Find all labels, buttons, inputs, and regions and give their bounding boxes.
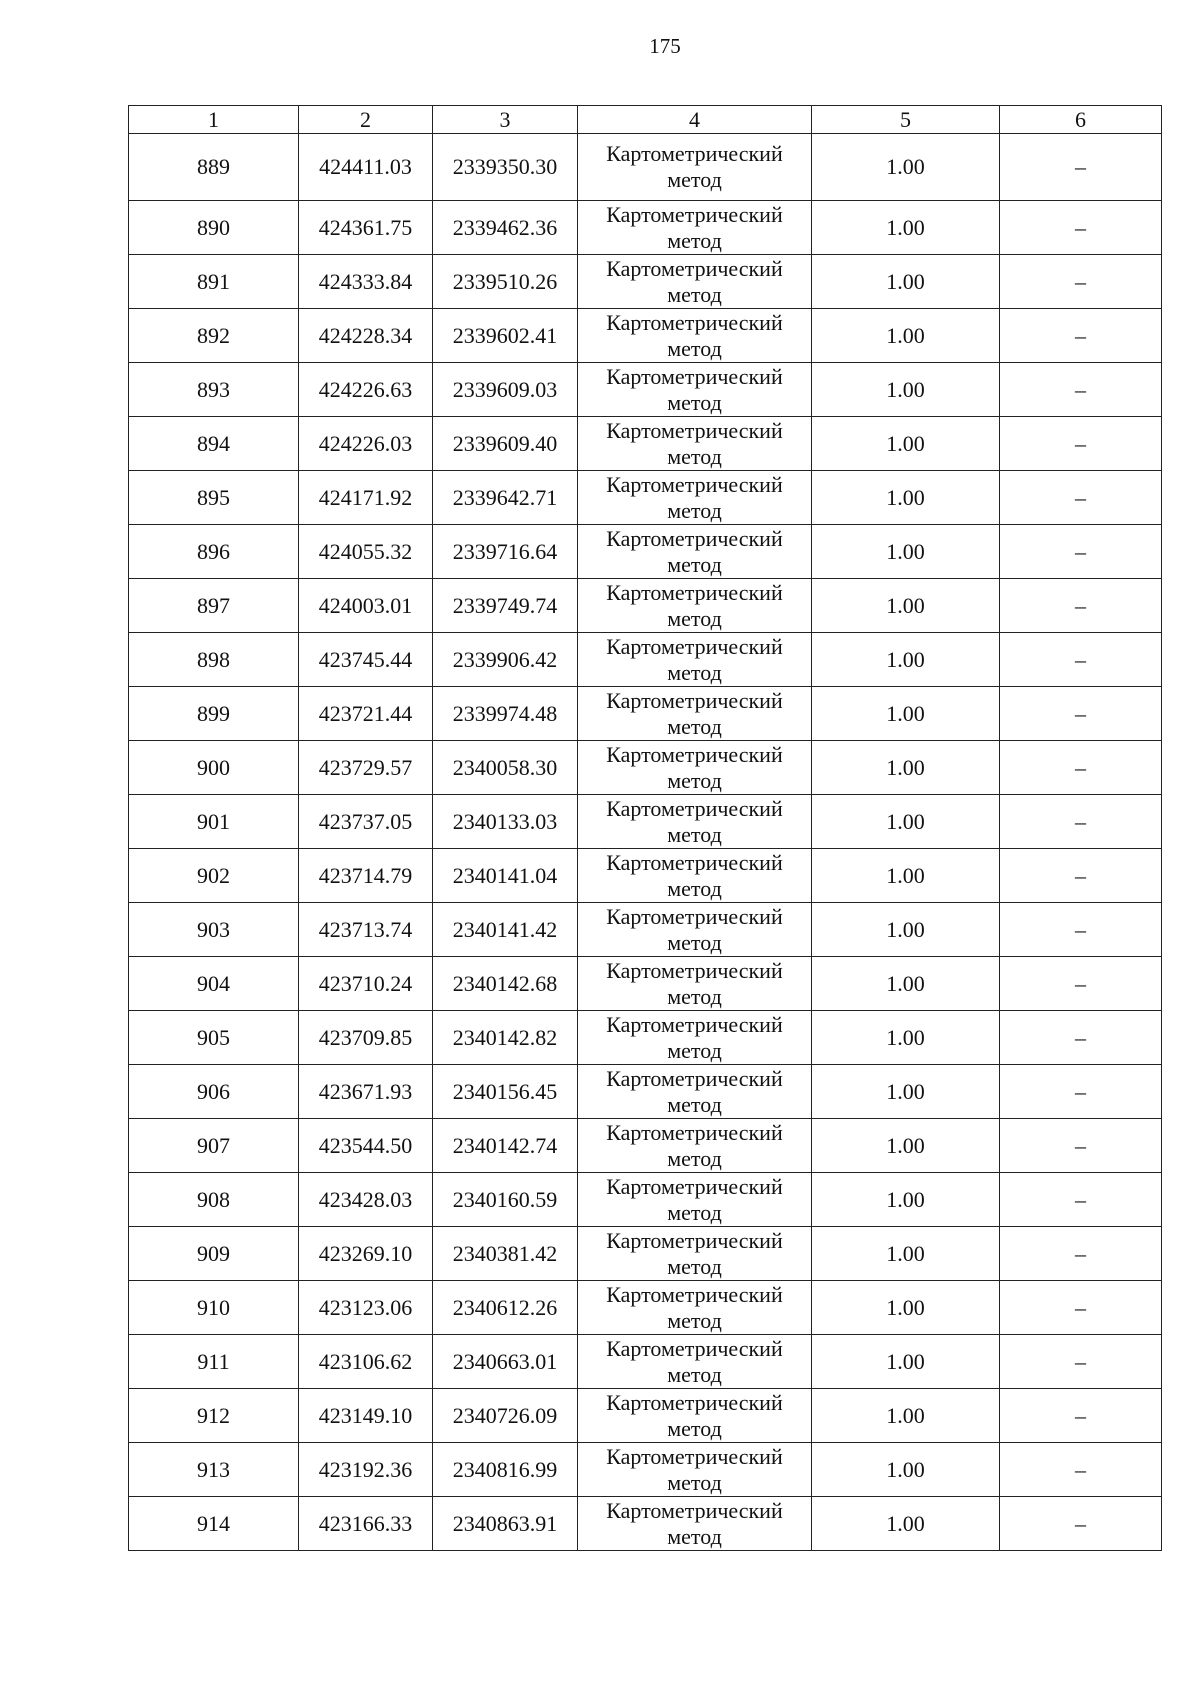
point-number-cell: 904	[129, 957, 299, 1011]
x-coordinate-cell: 424226.63	[299, 363, 433, 417]
y-coordinate-cell: 2339602.41	[433, 309, 578, 363]
x-coordinate-cell: 424055.32	[299, 525, 433, 579]
y-coordinate-cell: 2340863.91	[433, 1497, 578, 1551]
method-cell	[578, 1173, 812, 1227]
y-coordinate-cell: 2340058.30	[433, 741, 578, 795]
table-row	[129, 687, 1162, 741]
method-line-1: Картометрический	[606, 1227, 783, 1253]
method-cell	[578, 687, 812, 741]
x-coordinate-cell: 423544.50	[299, 1119, 433, 1173]
table-row	[129, 1227, 1162, 1281]
table-row	[129, 309, 1162, 363]
table-row	[129, 849, 1162, 903]
note-cell: –	[1000, 363, 1162, 417]
method-line-2: метод	[667, 1253, 722, 1279]
y-coordinate-cell: 2339716.64	[433, 525, 578, 579]
method-line-2: метод	[667, 1469, 722, 1495]
coordinates-table	[128, 105, 1162, 1551]
x-coordinate-cell: 423745.44	[299, 633, 433, 687]
method-cell	[578, 417, 812, 471]
y-coordinate-cell: 2340142.74	[433, 1119, 578, 1173]
accuracy-cell: 1.00	[812, 633, 1000, 687]
point-number-cell: 906	[129, 1065, 299, 1119]
method-cell	[578, 1227, 812, 1281]
accuracy-cell: 1.00	[812, 1335, 1000, 1389]
method-line-2: метод	[667, 389, 722, 415]
y-coordinate-cell: 2340133.03	[433, 795, 578, 849]
note-cell: –	[1000, 1497, 1162, 1551]
method-line-2: метод	[667, 1523, 722, 1549]
note-cell: –	[1000, 957, 1162, 1011]
y-coordinate-cell: 2340142.82	[433, 1011, 578, 1065]
point-number-cell: 901	[129, 795, 299, 849]
table-header	[129, 106, 1162, 134]
table-row	[129, 1281, 1162, 1335]
y-coordinate-cell: 2339974.48	[433, 687, 578, 741]
note-cell: –	[1000, 1173, 1162, 1227]
accuracy-cell: 1.00	[812, 849, 1000, 903]
method-line-1: Картометрический	[606, 1173, 783, 1199]
table-row	[129, 1335, 1162, 1389]
method-cell	[578, 633, 812, 687]
method-line-2: метод	[667, 605, 722, 631]
table-row	[129, 1443, 1162, 1497]
coordinates-table-container	[128, 105, 1161, 1551]
x-coordinate-cell: 423192.36	[299, 1443, 433, 1497]
method-line-1: Картометрический	[606, 1389, 783, 1415]
table-row	[129, 903, 1162, 957]
method-line-1: Картометрический	[606, 525, 783, 551]
note-cell: –	[1000, 1119, 1162, 1173]
column-header-4: 4	[578, 106, 812, 134]
method-line-1: Картометрический	[606, 1497, 783, 1523]
table-row	[129, 201, 1162, 255]
point-number-cell: 911	[129, 1335, 299, 1389]
accuracy-cell: 1.00	[812, 525, 1000, 579]
method-cell	[578, 1443, 812, 1497]
y-coordinate-cell: 2340612.26	[433, 1281, 578, 1335]
method-cell	[578, 741, 812, 795]
header-row	[129, 106, 1162, 134]
method-line-1: Картометрический	[606, 1011, 783, 1037]
method-line-2: метод	[667, 1037, 722, 1063]
method-line-2: метод	[667, 1415, 722, 1441]
x-coordinate-cell: 423166.33	[299, 1497, 433, 1551]
accuracy-cell: 1.00	[812, 741, 1000, 795]
y-coordinate-cell: 2340381.42	[433, 1227, 578, 1281]
note-cell: –	[1000, 849, 1162, 903]
point-number-cell: 912	[129, 1389, 299, 1443]
point-number-cell: 905	[129, 1011, 299, 1065]
table-row	[129, 1497, 1162, 1551]
method-line-2: метод	[667, 1145, 722, 1171]
point-number-cell: 900	[129, 741, 299, 795]
table-row	[129, 957, 1162, 1011]
column-header-1: 1	[129, 106, 299, 134]
x-coordinate-cell: 423106.62	[299, 1335, 433, 1389]
note-cell: –	[1000, 687, 1162, 741]
point-number-cell: 894	[129, 417, 299, 471]
x-coordinate-cell: 424228.34	[299, 309, 433, 363]
method-cell	[578, 471, 812, 525]
method-cell	[578, 134, 812, 201]
method-cell	[578, 363, 812, 417]
column-header-6: 6	[1000, 106, 1162, 134]
method-line-1: Картометрический	[606, 1065, 783, 1091]
y-coordinate-cell: 2340816.99	[433, 1443, 578, 1497]
method-line-2: метод	[667, 659, 722, 685]
method-line-1: Картометрический	[606, 903, 783, 929]
y-coordinate-cell: 2340156.45	[433, 1065, 578, 1119]
point-number-cell: 892	[129, 309, 299, 363]
note-cell: –	[1000, 201, 1162, 255]
table-row	[129, 134, 1162, 201]
table-row	[129, 1065, 1162, 1119]
x-coordinate-cell: 423428.03	[299, 1173, 433, 1227]
method-line-2: метод	[667, 1091, 722, 1117]
note-cell: –	[1000, 1227, 1162, 1281]
note-cell: –	[1000, 795, 1162, 849]
method-line-1: Картометрический	[606, 363, 783, 389]
method-cell	[578, 309, 812, 363]
method-line-1: Картометрический	[606, 471, 783, 497]
method-line-2: метод	[667, 443, 722, 469]
y-coordinate-cell: 2339749.74	[433, 579, 578, 633]
x-coordinate-cell: 424003.01	[299, 579, 433, 633]
accuracy-cell: 1.00	[812, 687, 1000, 741]
note-cell: –	[1000, 1443, 1162, 1497]
point-number-cell: 902	[129, 849, 299, 903]
note-cell: –	[1000, 1335, 1162, 1389]
table-row	[129, 255, 1162, 309]
method-cell	[578, 795, 812, 849]
y-coordinate-cell: 2339642.71	[433, 471, 578, 525]
point-number-cell: 909	[129, 1227, 299, 1281]
accuracy-cell: 1.00	[812, 1065, 1000, 1119]
method-line-1: Картометрический	[606, 201, 783, 227]
note-cell: –	[1000, 471, 1162, 525]
method-line-1: Картометрический	[606, 1281, 783, 1307]
y-coordinate-cell: 2340141.42	[433, 903, 578, 957]
point-number-cell: 891	[129, 255, 299, 309]
method-cell	[578, 849, 812, 903]
note-cell: –	[1000, 633, 1162, 687]
method-line-2: метод	[667, 167, 722, 192]
column-header-5: 5	[812, 106, 1000, 134]
method-line-2: метод	[667, 227, 722, 253]
method-line-1: Картометрический	[606, 741, 783, 767]
method-line-1: Картометрический	[606, 417, 783, 443]
method-line-2: метод	[667, 983, 722, 1009]
accuracy-cell: 1.00	[812, 1389, 1000, 1443]
point-number-cell: 910	[129, 1281, 299, 1335]
x-coordinate-cell: 423729.57	[299, 741, 433, 795]
method-line-2: метод	[667, 1361, 722, 1387]
x-coordinate-cell: 424226.03	[299, 417, 433, 471]
accuracy-cell: 1.00	[812, 795, 1000, 849]
method-line-2: метод	[667, 821, 722, 847]
method-cell	[578, 1119, 812, 1173]
method-cell	[578, 903, 812, 957]
y-coordinate-cell: 2339350.30	[433, 134, 578, 201]
y-coordinate-cell: 2339510.26	[433, 255, 578, 309]
method-cell	[578, 525, 812, 579]
accuracy-cell: 1.00	[812, 903, 1000, 957]
accuracy-cell: 1.00	[812, 417, 1000, 471]
table-row	[129, 471, 1162, 525]
note-cell: –	[1000, 255, 1162, 309]
method-cell	[578, 1335, 812, 1389]
x-coordinate-cell: 424333.84	[299, 255, 433, 309]
accuracy-cell: 1.00	[812, 134, 1000, 201]
accuracy-cell: 1.00	[812, 363, 1000, 417]
y-coordinate-cell: 2340142.68	[433, 957, 578, 1011]
note-cell: –	[1000, 1011, 1162, 1065]
x-coordinate-cell: 424171.92	[299, 471, 433, 525]
accuracy-cell: 1.00	[812, 957, 1000, 1011]
accuracy-cell: 1.00	[812, 579, 1000, 633]
note-cell: –	[1000, 1281, 1162, 1335]
point-number-cell: 907	[129, 1119, 299, 1173]
accuracy-cell: 1.00	[812, 1227, 1000, 1281]
method-line-1: Картометрический	[606, 795, 783, 821]
point-number-cell: 897	[129, 579, 299, 633]
method-cell	[578, 1497, 812, 1551]
x-coordinate-cell: 423709.85	[299, 1011, 433, 1065]
method-line-2: метод	[667, 767, 722, 793]
y-coordinate-cell: 2339609.40	[433, 417, 578, 471]
accuracy-cell: 1.00	[812, 1119, 1000, 1173]
method-cell	[578, 1389, 812, 1443]
method-line-1: Картометрический	[606, 957, 783, 983]
point-number-cell: 899	[129, 687, 299, 741]
table-row	[129, 633, 1162, 687]
method-line-2: метод	[667, 875, 722, 901]
accuracy-cell: 1.00	[812, 1281, 1000, 1335]
column-header-3: 3	[433, 106, 578, 134]
y-coordinate-cell: 2340160.59	[433, 1173, 578, 1227]
table-row	[129, 579, 1162, 633]
method-line-1: Картометрический	[606, 849, 783, 875]
y-coordinate-cell: 2339906.42	[433, 633, 578, 687]
y-coordinate-cell: 2340141.04	[433, 849, 578, 903]
x-coordinate-cell: 423123.06	[299, 1281, 433, 1335]
note-cell: –	[1000, 309, 1162, 363]
x-coordinate-cell: 424361.75	[299, 201, 433, 255]
point-number-cell: 890	[129, 201, 299, 255]
method-line-1: Картометрический	[606, 309, 783, 335]
table-row	[129, 525, 1162, 579]
x-coordinate-cell: 424411.03	[299, 134, 433, 201]
x-coordinate-cell: 423710.24	[299, 957, 433, 1011]
y-coordinate-cell: 2340726.09	[433, 1389, 578, 1443]
table-body	[129, 134, 1162, 1551]
point-number-cell: 889	[129, 134, 299, 201]
method-line-1: Картометрический	[606, 141, 783, 166]
point-number-cell: 898	[129, 633, 299, 687]
x-coordinate-cell: 423737.05	[299, 795, 433, 849]
point-number-cell: 908	[129, 1173, 299, 1227]
accuracy-cell: 1.00	[812, 1011, 1000, 1065]
page-number: 175	[649, 34, 681, 58]
method-line-2: метод	[667, 281, 722, 307]
method-line-1: Картометрический	[606, 1443, 783, 1469]
method-line-2: метод	[667, 1199, 722, 1225]
column-header-2: 2	[299, 106, 433, 134]
method-line-1: Картометрический	[606, 579, 783, 605]
y-coordinate-cell: 2339462.36	[433, 201, 578, 255]
y-coordinate-cell: 2340663.01	[433, 1335, 578, 1389]
y-coordinate-cell: 2339609.03	[433, 363, 578, 417]
method-cell	[578, 957, 812, 1011]
method-cell	[578, 255, 812, 309]
note-cell: –	[1000, 1389, 1162, 1443]
method-line-2: метод	[667, 551, 722, 577]
accuracy-cell: 1.00	[812, 471, 1000, 525]
method-line-1: Картометрический	[606, 1335, 783, 1361]
note-cell: –	[1000, 134, 1162, 201]
method-line-2: метод	[667, 1307, 722, 1333]
x-coordinate-cell: 423269.10	[299, 1227, 433, 1281]
x-coordinate-cell: 423714.79	[299, 849, 433, 903]
method-line-2: метод	[667, 335, 722, 361]
x-coordinate-cell: 423721.44	[299, 687, 433, 741]
point-number-cell: 893	[129, 363, 299, 417]
method-line-2: метод	[667, 929, 722, 955]
accuracy-cell: 1.00	[812, 1173, 1000, 1227]
point-number-cell: 914	[129, 1497, 299, 1551]
x-coordinate-cell: 423149.10	[299, 1389, 433, 1443]
table-row	[129, 795, 1162, 849]
table-row	[129, 1173, 1162, 1227]
accuracy-cell: 1.00	[812, 255, 1000, 309]
method-line-1: Картометрический	[606, 633, 783, 659]
accuracy-cell: 1.00	[812, 309, 1000, 363]
method-cell	[578, 1065, 812, 1119]
method-cell	[578, 579, 812, 633]
note-cell: –	[1000, 1065, 1162, 1119]
table-row	[129, 417, 1162, 471]
method-cell	[578, 1281, 812, 1335]
point-number-cell: 895	[129, 471, 299, 525]
note-cell: –	[1000, 525, 1162, 579]
method-cell	[578, 201, 812, 255]
note-cell: –	[1000, 903, 1162, 957]
point-number-cell: 913	[129, 1443, 299, 1497]
x-coordinate-cell: 423671.93	[299, 1065, 433, 1119]
method-line-2: метод	[667, 497, 722, 523]
note-cell: –	[1000, 741, 1162, 795]
table-row	[129, 1011, 1162, 1065]
point-number-cell: 896	[129, 525, 299, 579]
table-row	[129, 363, 1162, 417]
table-row	[129, 741, 1162, 795]
accuracy-cell: 1.00	[812, 201, 1000, 255]
method-line-2: метод	[667, 713, 722, 739]
point-number-cell: 903	[129, 903, 299, 957]
accuracy-cell: 1.00	[812, 1497, 1000, 1551]
method-line-1: Картометрический	[606, 687, 783, 713]
note-cell: –	[1000, 417, 1162, 471]
method-cell	[578, 1011, 812, 1065]
note-cell: –	[1000, 579, 1162, 633]
table-row	[129, 1389, 1162, 1443]
table-row	[129, 1119, 1162, 1173]
method-line-1: Картометрический	[606, 1119, 783, 1145]
accuracy-cell: 1.00	[812, 1443, 1000, 1497]
x-coordinate-cell: 423713.74	[299, 903, 433, 957]
method-line-1: Картометрический	[606, 255, 783, 281]
